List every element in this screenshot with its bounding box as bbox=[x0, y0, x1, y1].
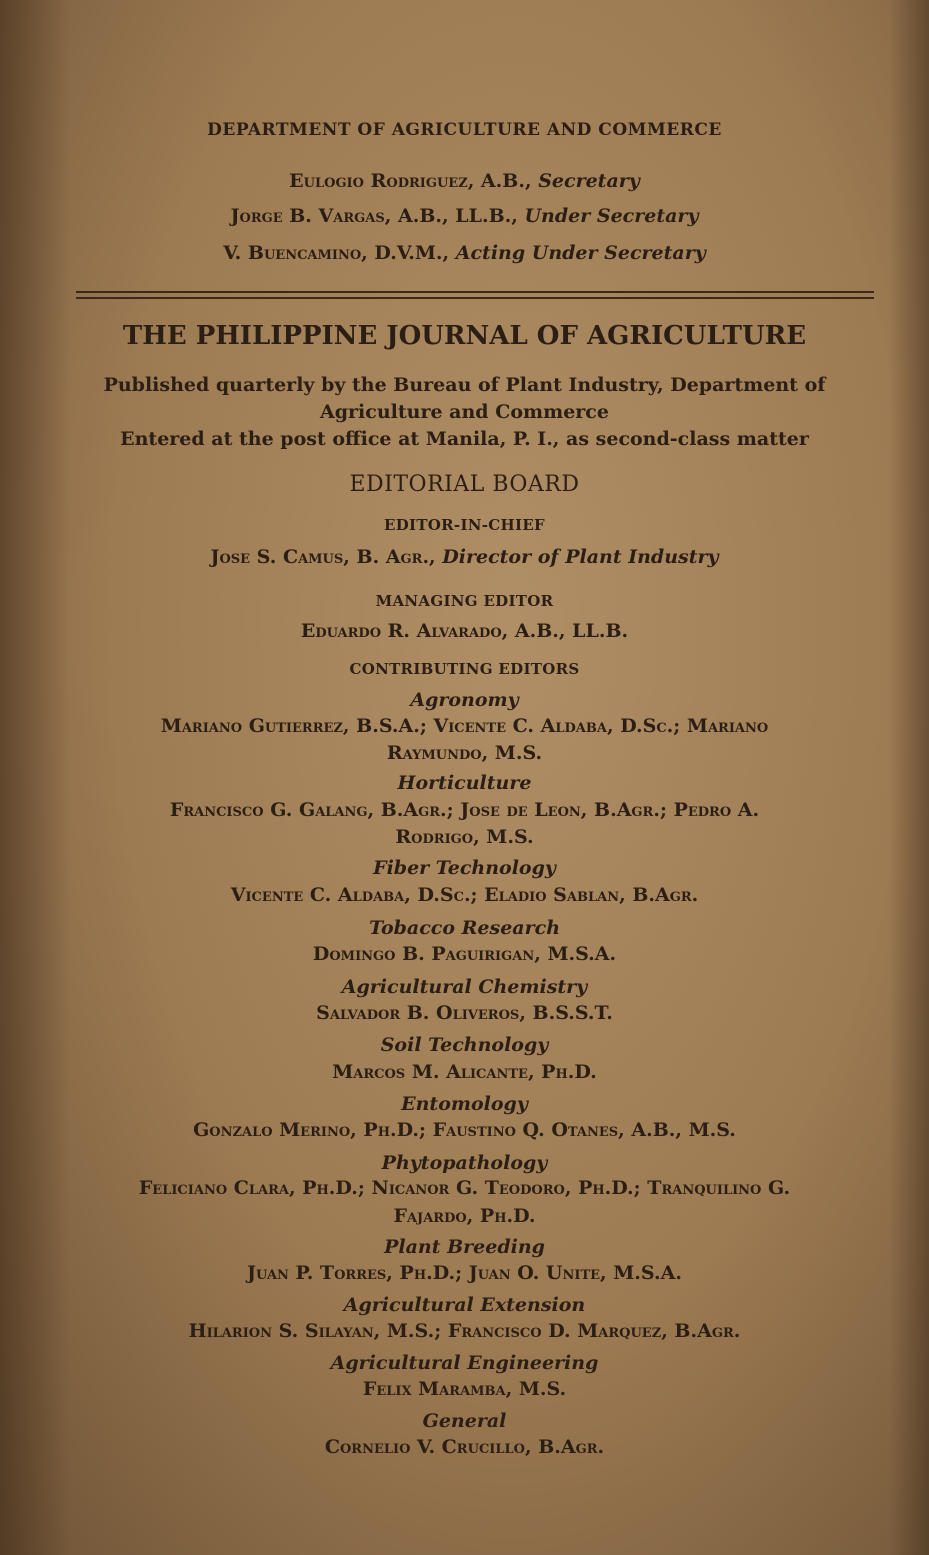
official-under-secretary bbox=[0, 205, 929, 227]
editor-in-chief-title: Director of Plant Industry bbox=[442, 546, 719, 568]
section-field-entomology: Entomology bbox=[401, 1093, 528, 1115]
section-names-line: Salvador B. Oliveros, B.S.S.T. bbox=[316, 1002, 613, 1024]
section-field-fiber-technology: Fiber Technology bbox=[373, 857, 556, 879]
official-name: Eulogio Rodriguez, A.B., bbox=[289, 170, 532, 192]
section-field-agricultural-engineering: Agricultural Engineering bbox=[330, 1352, 599, 1374]
section-names-line: Fajardo, Ph.D. bbox=[393, 1205, 536, 1227]
section-names-line: Feliciano Clara, Ph.D.; Nicanor G. Teodoro, Ph.D.; Tranquilino G. bbox=[138, 1177, 791, 1199]
editor-in-chief-entry bbox=[0, 546, 929, 568]
editorial-board-heading: EDITORIAL BOARD bbox=[349, 472, 580, 497]
official-acting-under-secretary bbox=[0, 242, 929, 264]
section-names-line: Vicente C. Aldaba, D.Sc.; Eladio Sablan, B.Agr. bbox=[230, 884, 699, 906]
section-field-agricultural-chemistry: Agricultural Chemistry bbox=[341, 976, 588, 998]
section-field-general: General bbox=[422, 1410, 507, 1432]
official-name: Jorge B. Vargas, A.B., LL.B., bbox=[230, 205, 518, 227]
section-field-phytopathology: Phytopathology bbox=[381, 1152, 548, 1174]
section-field-agricultural-extension: Agricultural Extension bbox=[343, 1294, 586, 1316]
publication-line-1: Published quarterly by the Bureau of Plant Industry, Department of bbox=[103, 374, 826, 396]
section-names-line: Gonzalo Merino, Ph.D.; Faustino Q. Otanes, A.B., M.S. bbox=[193, 1119, 736, 1141]
section-names-line: Felix Maramba, M.S. bbox=[362, 1378, 567, 1400]
official-title: Under Secretary bbox=[524, 205, 699, 227]
department-heading: DEPARTMENT OF AGRICULTURE AND COMMERCE bbox=[207, 120, 722, 140]
section-field-horticulture: Horticulture bbox=[397, 772, 532, 794]
section-names-line: Marcos M. Alicante, Ph.D. bbox=[332, 1061, 597, 1083]
contributing-editors-heading: CONTRIBUTING EDITORS bbox=[349, 660, 580, 678]
section-names-line: Francisco G. Galang, B.Agr.; Jose de Leon, B.Agr.; Pedro A. bbox=[169, 799, 760, 821]
managing-editor-heading: MANAGING EDITOR bbox=[375, 592, 554, 610]
section-field-plant-breeding: Plant Breeding bbox=[384, 1236, 545, 1258]
official-title: Secretary bbox=[538, 170, 640, 192]
section-names-line: Cornelio V. Crucillo, B.Agr. bbox=[324, 1436, 605, 1458]
journal-title: THE PHILIPPINE JOURNAL OF AGRICULTURE bbox=[122, 321, 807, 351]
managing-editor-name: Eduardo R. Alvarado, A.B., LL.B. bbox=[300, 620, 629, 642]
divider-rule-top bbox=[76, 291, 874, 293]
publication-line-2: Agriculture and Commerce bbox=[320, 401, 609, 423]
official-name: V. Buencamino, D.V.M., bbox=[223, 242, 450, 264]
section-names-line: Mariano Gutierrez, B.S.A.; Vicente C. Aldaba, D.Sc.; Mariano bbox=[160, 715, 769, 737]
section-field-tobacco-research: Tobacco Research bbox=[368, 917, 561, 939]
official-title: Acting Under Secretary bbox=[455, 242, 706, 264]
section-names-line: Hilarion S. Silayan, M.S.; Francisco D. Marquez, B.Agr. bbox=[188, 1320, 741, 1342]
section-names-line: Raymundo, M.S. bbox=[386, 742, 543, 764]
section-field-agronomy: Agronomy bbox=[410, 689, 519, 711]
editor-in-chief-heading: EDITOR-IN-CHIEF bbox=[383, 516, 546, 534]
section-names-line: Rodrigo, M.S. bbox=[395, 826, 534, 848]
divider-rule-bottom bbox=[76, 297, 874, 299]
official-secretary bbox=[0, 170, 929, 192]
section-names-line: Domingo B. Paguirigan, M.S.A. bbox=[312, 943, 617, 965]
section-field-soil-technology: Soil Technology bbox=[380, 1034, 549, 1056]
publication-line-3: Entered at the post office at Manila, P. I., as second-class matter bbox=[120, 428, 809, 450]
section-names-line: Juan P. Torres, Ph.D.; Juan O. Unite, M.S.A. bbox=[247, 1262, 682, 1284]
editor-in-chief-name: Jose S. Camus, B. Agr., bbox=[210, 546, 436, 568]
